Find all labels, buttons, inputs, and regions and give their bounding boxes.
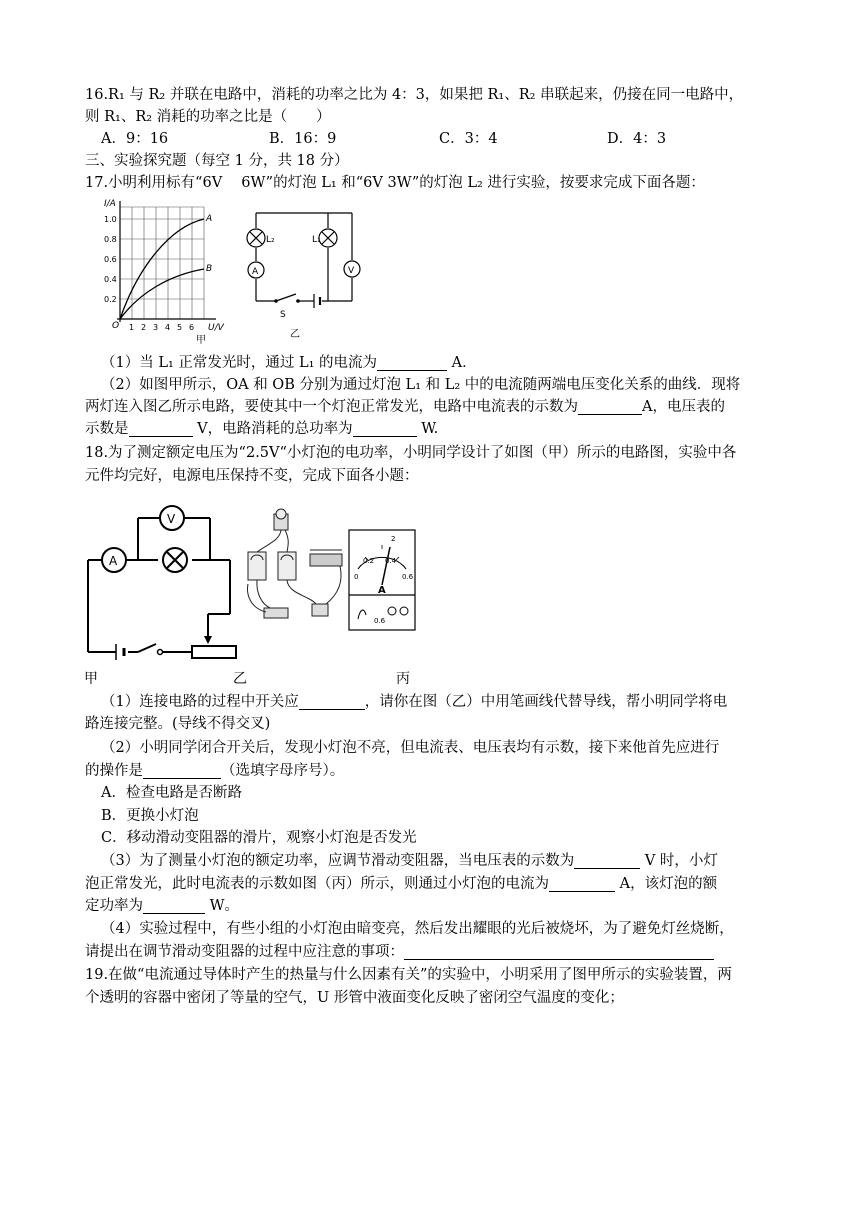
q18-part4-text: 请提出在调节滑动变阻器的过程中应注意的事项： bbox=[85, 944, 404, 960]
q16-line2: 则 R₁、R₂ 消耗的功率之比是（ ） bbox=[85, 109, 331, 125]
answer-blank[interactable] bbox=[299, 693, 365, 710]
q17-part2-line1: （2）如图甲所示，OA 和 OB 分别为通过灯泡 L₁ 和 L₂ 中的电流随两端电压变化关系的曲线．现将 bbox=[101, 377, 741, 393]
curve-ob bbox=[120, 269, 204, 319]
q17-graph-figure bbox=[100, 197, 240, 347]
q16-option-d: D．4：3 bbox=[607, 131, 667, 147]
switch-symbol bbox=[276, 294, 296, 301]
q16-option-b: B．16：9 bbox=[269, 131, 337, 147]
fig-jia-caption: 甲 bbox=[196, 335, 206, 346]
q19-line1: 19.在做“电流通过导体时产生的热量与什么因素有关”的实验中，小明采用了图甲所示的实验装置，两 bbox=[85, 967, 732, 983]
answer-blank[interactable] bbox=[129, 420, 193, 437]
q18-part3-text: V 时，小灯 bbox=[640, 853, 718, 869]
q18-circuit-diagram bbox=[80, 502, 250, 668]
q18-part1-line1 bbox=[101, 691, 727, 713]
dial-scale: 0.6 bbox=[402, 573, 414, 581]
q18-stem-line2: 元件均完好，电源电压保持不变，完成下面各小题： bbox=[85, 468, 419, 484]
q18-ammeter-dial bbox=[348, 529, 416, 631]
ytick: 0.2 bbox=[104, 295, 117, 304]
xtick: 5 bbox=[177, 323, 183, 332]
dial-scale: 0.4 bbox=[385, 557, 397, 565]
q18-part3-line1 bbox=[101, 850, 718, 872]
curve-b-label: B bbox=[206, 264, 213, 274]
q18-part1-line2: 路连接完整。(导线不得交叉) bbox=[85, 716, 271, 732]
graph-xlabel: U/V bbox=[208, 323, 224, 333]
q17-circuit-figure bbox=[232, 203, 372, 345]
dial-terminal-label: 0.6 bbox=[374, 617, 386, 625]
answer-blank[interactable] bbox=[143, 762, 221, 779]
q18-part3-text: A，该灯泡的额 bbox=[615, 876, 718, 892]
xtick: 3 bbox=[153, 323, 159, 332]
meter-drawing bbox=[278, 552, 296, 580]
voltmeter-label: V bbox=[167, 512, 176, 526]
lamp-l2-label: L₂ bbox=[266, 235, 275, 245]
battery-drawing bbox=[264, 608, 288, 618]
q18-part2-line2 bbox=[85, 760, 344, 782]
q18-part2-text: （选填字母序号）。 bbox=[221, 763, 345, 779]
q18-option-c: C．移动滑动变阻器的滑片，观察小灯泡是否发光 bbox=[101, 830, 417, 846]
rheostat-drawing bbox=[310, 554, 342, 566]
dial-scale-top: 2 bbox=[391, 535, 396, 543]
q17-part2-text: 两灯连入图乙所示电路，要使其中一个灯泡正常发光，电路中电流表的示数为 bbox=[85, 399, 578, 415]
section-3-heading: 三、实验探究题（每空 1 分，共 18 分） bbox=[85, 153, 349, 169]
answer-blank[interactable] bbox=[353, 420, 417, 437]
q18-part4-line2 bbox=[85, 941, 714, 963]
q18-part1-text: ，请你在图（乙）中用笔画线代替导线，帮小明同学将电 bbox=[364, 694, 728, 710]
q17-part1-unit: A． bbox=[447, 355, 477, 371]
q18-option-b: B．更换小灯泡 bbox=[101, 808, 199, 824]
answer-blank[interactable] bbox=[377, 354, 447, 371]
dial-unit: A bbox=[378, 585, 386, 596]
q18-part3-text: （3）为了测量小灯泡的额定功率，应调节滑动变阻器，当电压表的示数为 bbox=[101, 853, 575, 869]
q16-option-a: A．9：16 bbox=[101, 131, 169, 147]
fig-caption-jia: 甲 bbox=[84, 671, 98, 687]
q17-stem: 17.小明利用标有“6V 6W”的灯泡 L₁ 和“6V 3W”的灯泡 L₂ 进行实验，按要求完成下面各题： bbox=[85, 175, 705, 191]
switch-drawing bbox=[312, 604, 328, 616]
dial-scale: 0 bbox=[354, 573, 359, 581]
q17-part2-text: W. bbox=[416, 421, 439, 437]
q18-part3-text: 定功率为 bbox=[85, 898, 143, 914]
ammeter-label: A bbox=[252, 267, 259, 277]
answer-blank[interactable] bbox=[143, 897, 205, 914]
fig-yi-caption: 乙 bbox=[290, 329, 300, 340]
q18-part3-text: W。 bbox=[205, 898, 240, 914]
ytick: 0.8 bbox=[104, 235, 117, 244]
dial-scale: 0.2 bbox=[363, 557, 375, 565]
q18-part3-text: 泡正常发光，此时电流表的示数如图（丙）所示，则通过小灯泡的电流为 bbox=[85, 876, 549, 892]
q18-part2-line1: （2）小明同学闭合开关后，发现小灯泡不亮，但电流表、电压表均有示数，接下来他首先应进行 bbox=[101, 740, 720, 756]
q17-part2-line2 bbox=[85, 396, 725, 418]
q16-option-c: C．3：4 bbox=[439, 131, 498, 147]
q18-part4-line1: （4）实验过程中，有些小组的小灯泡由暗变亮，然后发出耀眼的光后被烧坏，为了避免灯丝烧断， bbox=[101, 921, 734, 937]
q18-part3-line3 bbox=[85, 895, 239, 917]
ytick: 0.6 bbox=[104, 255, 117, 264]
q17-part2-text: A，电压表的 bbox=[642, 399, 725, 415]
ammeter-label: A bbox=[109, 554, 118, 568]
xtick: 4 bbox=[165, 323, 171, 332]
graph-origin: O bbox=[112, 321, 120, 331]
answer-blank[interactable] bbox=[574, 852, 640, 869]
answer-blank[interactable] bbox=[578, 398, 642, 415]
q18-apparatus-drawing bbox=[240, 504, 348, 632]
q17-part2-text: V，电路消耗的总功率为 bbox=[192, 421, 353, 437]
lamp-l1-label: L₁ bbox=[312, 235, 321, 245]
fig-caption-yi: 乙 bbox=[233, 671, 247, 687]
switch-label: S bbox=[280, 310, 286, 320]
answer-blank[interactable] bbox=[549, 875, 615, 892]
voltmeter-label: V bbox=[348, 266, 355, 276]
q18-part3-line2 bbox=[85, 873, 717, 895]
meter-drawing bbox=[248, 552, 266, 580]
q17-part2-text: 示数是 bbox=[85, 421, 129, 437]
q18-option-a: A．检查电路是否断路 bbox=[101, 785, 242, 801]
xtick: 2 bbox=[141, 323, 147, 332]
ytick: 0.4 bbox=[104, 275, 117, 284]
q16-line1: 16.R₁ 与 R₂ 并联在电路中，消耗的功率之比为 4：3，如果把 R₁、R₂ 串联起来，仍接在同一电路中， bbox=[85, 87, 744, 103]
rheostat-symbol bbox=[192, 646, 236, 658]
xtick: 1 bbox=[129, 323, 135, 332]
q18-part1-text: （1）连接电路的过程中开关应 bbox=[101, 694, 299, 710]
xtick: 6 bbox=[189, 323, 195, 332]
q18-part2-text: 的操作是 bbox=[85, 763, 143, 779]
q18-stem-line1: 18.为了测定额定电压为“2.5V“小灯泡的电功率，小明同学设计了如图（甲）所示的电路图，实验中各 bbox=[85, 445, 737, 461]
curve-a-label: A bbox=[206, 214, 213, 224]
ytick: 1.0 bbox=[104, 215, 117, 224]
graph-ylabel: I/A bbox=[104, 199, 116, 209]
fig-caption-bing: 丙 bbox=[396, 671, 410, 687]
answer-blank[interactable] bbox=[404, 943, 714, 960]
q17-part1-text: （1）当 L₁ 正常发光时，通过 L₁ 的电流为 bbox=[101, 355, 378, 371]
q19-line2: 个透明的容器中密闭了等量的空气，U 形管中液面变化反映了密闭空气温度的变化； bbox=[85, 990, 624, 1006]
q17-part1 bbox=[101, 352, 477, 374]
q17-part2-line3 bbox=[85, 418, 438, 440]
